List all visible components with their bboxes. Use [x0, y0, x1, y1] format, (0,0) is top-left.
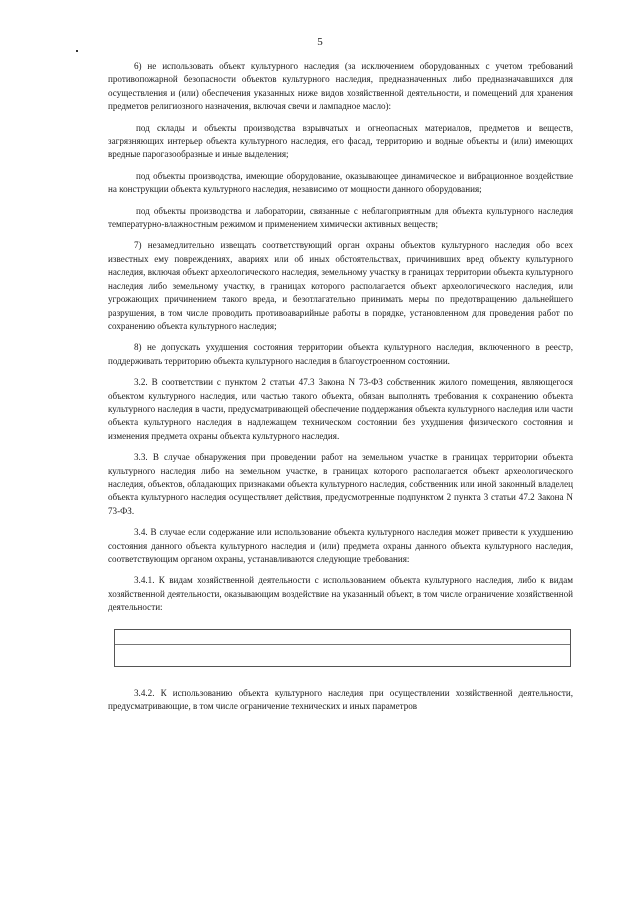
entry-box-divider	[115, 644, 570, 645]
paragraph-6: 6) не использовать объект культурного наследия (за исключением оборудованных с учетом требований противопожарной безопасности объектов культурного наследия, предназначенных либо предназначавшихся для осуществления и (или) обеспечения указанных ниже видов хозяйственной деятельности, и помещений для хранения предметов религиозного назначения, включая свечи и лампадное масло):	[108, 61, 573, 112]
section-3-4-1: 3.4.1. К видам хозяйственной деятельности с использованием объекта культурного наследия, либо к видам хозяйственной деятельности, оказывающим воздействие на указанный объект, в том числе ограничение хозяйственной деятельности:	[108, 575, 573, 613]
paragraph-7: 7) незамедлительно извещать соответствующий орган охраны объектов культурного наследия обо всех известных ему повреждениях, авариях или об иных обстоятельствах, причинивших вред объекту культурного наследия, включая объект археологического наследия, земельному участку в границах территории объекта культурного наследия либо земельному участку, в границах которого располагается объект археологического наследия, или угрожающих причинением такого вреда, и безотлагательно принимать меры по предотвращению дальнейшего разрушения, в том числе проводить противоаварийные работы в порядке, установленном для проведения работ по сохранению объекта культурного наследия;	[108, 240, 573, 331]
page-number: 5	[317, 36, 323, 48]
paragraph-6-item-2: под объекты производства, имеющие оборудование, оказывающее динамическое и вибрационное воздействие на конструкции объекта культурного наследия, независимо от мощности данного оборудования;	[108, 170, 573, 195]
paragraph-8: 8) не допускать ухудшения состояния территории объекта культурного наследия, включенного в реестр, поддерживать территорию объекта культурного наследия в благоустроенном состоянии.	[108, 342, 573, 366]
section-3-2: 3.2. В соответствии с пунктом 2 статьи 47.3 Закона N 73-ФЗ собственник жилого помещения, являющегося объектом культурного наследия, или частью такого объекта, обязан выполнять требования к сохранению объекта культурного наследия в части, предусматривающей обеспечение поддержания объекта культурного наследия или части объекта культурного наследия в надлежащем техническом состоянии без ухудшения физического состояния и изменения предмета охраны объекта культурного наследия.	[108, 377, 573, 441]
document-body	[108, 60, 573, 721]
empty-entry-box	[114, 629, 571, 667]
paragraph-6-item-1: под склады и объекты производства взрывчатых и огнеопасных материалов, предметов и веществ, загрязняющих интерьер объекта культурного наследия, его фасад, территорию и водные объекты и (или) имеющих вредные парогазообразные и иные выделения;	[108, 122, 573, 160]
section-3-4-2: 3.4.2. К использованию объекта культурного наследия при осуществлении хозяйственной деятельности, предусматривающие, в том числе ограничение технических и иных параметров	[108, 687, 573, 712]
paragraph-6-item-3: под объекты производства и лаборатории, связанные с неблагоприятным для объекта культурного наследия температурно-влажностным режимом и применением химически активных веществ;	[108, 205, 573, 230]
section-3-3: 3.3. В случае обнаружения при проведении работ на земельном участке в границах территории объекта культурного наследия либо на земельном участке, в границах которого располагается объект археологического наследия, объектов, обладающих признаками объекта культурного наследия, собственник или иной законный владелец объекта культурного наследия осуществляет действия, предусмотренные подпунктом 2 пункта 3 статьи 47.2 Закона N 73-ФЗ.	[108, 452, 573, 516]
section-3-4: 3.4. В случае если содержание или использование объекта культурного наследия может привести к ухудшению состояния данного объекта культурного наследия и (или) предмета охраны данного объекта культурного наследия, соответствующим органом охраны, устанавливаются следующие требования:	[108, 527, 573, 564]
scan-speck	[76, 50, 78, 52]
